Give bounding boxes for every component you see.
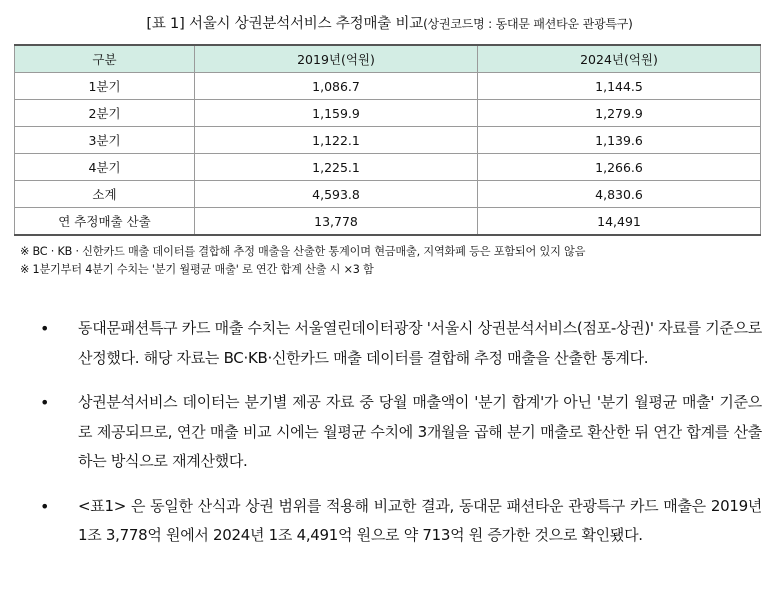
bullet-text: 동대문패션특구 카드 매출 수치는 서울열린데이터광장 '서울시 상권분석서비스(점포-상권)' 자료를 기준으로 산정했다. 해당 자료는 BC·KB·신한카드 매출 데이터를 결합해 추정 매출을 산출한 통계다. <box>78 319 762 367</box>
table-row <box>15 127 761 154</box>
value-2024: 4,830.6 <box>478 181 761 208</box>
table-row <box>15 100 761 127</box>
row-label: 소계 <box>15 181 195 208</box>
value-2019: 4,593.8 <box>195 181 478 208</box>
value-2019: 1,086.7 <box>195 73 478 100</box>
table-row-annual <box>15 208 761 236</box>
bullet-text: <표1> 은 동일한 산식과 상권 범위를 적용해 비교한 결과, 동대문 패션타운 관광특구 카드 매출은 2019년 1조 3,778억 원에서 2024년 1조 4,491억 원으로 약 713억 원 증가한 것으로 확인됐다. <box>78 496 762 544</box>
sales-comparison-table <box>14 44 761 236</box>
value-2019: 1,225.1 <box>195 154 478 181</box>
bullet-list <box>40 314 762 566</box>
bullet-dot-icon: • <box>40 393 50 412</box>
header-2024: 2024년(억원) <box>478 45 761 73</box>
value-2024: 1,266.6 <box>478 154 761 181</box>
bullet-item <box>40 388 762 477</box>
note-line: ※ 1분기부터 4분기 수치는 '분기 월평균 매출' 로 연간 합계 산출 시 ×3 함 <box>20 263 374 276</box>
row-label: 3분기 <box>15 127 195 154</box>
row-label: 4분기 <box>15 154 195 181</box>
header-category: 구분 <box>15 45 195 73</box>
value-2019: 1,159.9 <box>195 100 478 127</box>
value-2024: 1,144.5 <box>478 73 761 100</box>
table-row-subtotal <box>15 181 761 208</box>
bullet-item <box>40 314 762 373</box>
row-label: 연 추정매출 산출 <box>15 208 195 236</box>
bullet-dot-icon: • <box>40 319 50 338</box>
value-2024: 1,279.9 <box>478 100 761 127</box>
row-label: 2분기 <box>15 100 195 127</box>
value-2019: 1,122.1 <box>195 127 478 154</box>
bullet-dot-icon: • <box>40 496 50 516</box>
table-notes <box>20 243 760 279</box>
bullet-text: 상권분석서비스 데이터는 분기별 제공 자료 중 당월 매출액이 '분기 합계'가 아닌 '분기 월평균 매출' 기준으로 제공되므로, 연간 매출 비교 시에는 월평균 수치에 3개월을 곱해 분기 매출로 환산한 뒤 연간 합계를 산출하는 방식으로 재계산했다. <box>78 393 762 470</box>
caption-title: [표 1] 서울시 상권분석서비스 추정매출 비교 <box>146 16 424 32</box>
value-2024: 1,139.6 <box>478 127 761 154</box>
table-header-row <box>15 45 761 73</box>
value-2024: 14,491 <box>478 208 761 236</box>
value-2019: 13,778 <box>195 208 478 236</box>
caption-subtitle: (상권코드명 : 동대문 패션타운 관광특구) <box>423 17 633 31</box>
bullet-item <box>40 492 762 551</box>
row-label: 1분기 <box>15 73 195 100</box>
note-line: ※ BC · KB · 신한카드 매출 데이터를 결합해 추정 매출을 산출한 통계이며 현금매출, 지역화폐 등은 포함되어 있지 않음 <box>20 245 586 258</box>
table-row <box>15 154 761 181</box>
header-2019: 2019년(억원) <box>195 45 478 73</box>
table-row <box>15 73 761 100</box>
table-caption <box>0 12 779 33</box>
